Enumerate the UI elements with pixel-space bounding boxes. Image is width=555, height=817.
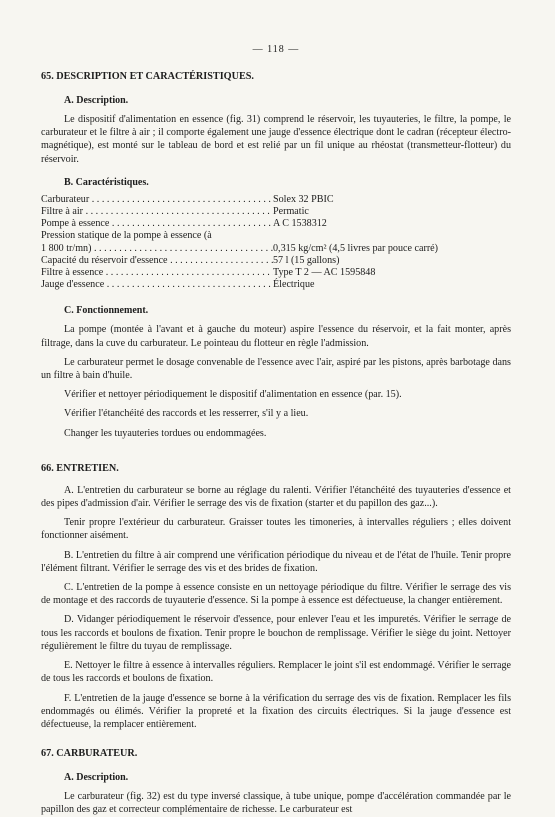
paragraph: F. L'entretien de la jauge d'essence se borne à la vérification du serrage des vis de fixation. Remplacer les fils endommagés ou élimés. Vérifier la propreté et la fixation des circuits électriques. Si la jauge d'essence est défectueuse, la remplacer entièrement. — [41, 692, 511, 730]
spec-row — [41, 255, 511, 267]
spec-value: Électrique — [273, 279, 315, 291]
page-number: — 118 — — [252, 44, 300, 55]
section-66-title: 66. ENTRETIEN. — [41, 462, 119, 474]
spec-label: Carburateur . . . — [41, 194, 273, 206]
paragraph: A. L'entretien du carburateur se borne au réglage du ralenti. Vérifier l'étanchéité des tuyauteries d'essence et des pipes d'admission d'air. Vérifier le serrage des vis de fixation (starter et du papillon des gaz...). — [41, 484, 511, 510]
paragraph: C. L'entretien de la pompe à essence consiste en un nettoyage périodique du filtre. Vérifier le serrage des vis de montage et des raccords de tuyauterie d'essence. Si la pompe à essence est défectueuse, la changer entièrement. — [41, 582, 511, 607]
spec-label: Pression statique de la pompe à essence (à — [41, 230, 212, 242]
paragraph: Vérifier et nettoyer périodiquement le dispositif d'alimentation en essence (par. 15). — [64, 389, 402, 401]
spec-label: Pompe à essence . . . — [41, 218, 273, 230]
paragraph: B. L'entretien du filtre à air comprend une vérification périodique du niveau et de l'état de l'huile. Tenir propre l'élément filtrant. Vérifier le serrage des vis et des brides de fixation. — [41, 549, 511, 574]
paragraph: Le carburateur permet le dosage convenable de l'essence avec l'air, aspiré par les pistons, après barbotage dans un filtre à bain d'huile. — [41, 356, 511, 382]
paragraph: La pompe (montée à l'avant et à gauche du moteur) aspire l'essence du réservoir, et la fait monter, après filtrage, dans la cuve du carburateur. Le pointeau du flotteur en règle l'admission. — [41, 324, 511, 349]
spec-label: Capacité du réservoir d'essence . . . — [41, 255, 273, 267]
spec-row — [41, 206, 511, 218]
spec-value: Type T 2 — AC 1595848 — [273, 267, 376, 279]
spec-label: Filtre à essence . . . — [41, 267, 273, 279]
specifications-list — [41, 194, 511, 292]
paragraph: Le carburateur (fig. 32) est du type inversé classique, à tube unique, pompe d'accélération commandée par le papillon des gaz et correcteur complémentaire de richesse. Le carburateur est — [41, 791, 511, 816]
spec-value: Solex 32 PBIC — [273, 193, 334, 205]
spec-label: Jauge d'essence . . . — [41, 279, 273, 291]
spec-label: Filtre à air . . . — [41, 206, 273, 218]
spec-value — [273, 230, 511, 242]
paragraph: E. Nettoyer le filtre à essence à intervalles réguliers. Remplacer le joint s'il est endommagé. Vérifier le serrage de tous les raccords et boulons de fixation. — [41, 660, 511, 685]
spec-value: Permatic — [273, 206, 309, 218]
spec-row — [41, 218, 511, 230]
paragraph: D. Vidanger périodiquement le réservoir d'essence, pour enlever l'eau et les impuretés. Vérifier le serrage de tous les raccords et boulons de fixation. Tenir propre le bouchon de remplissage. Vérifier le siège du joint. Nettoyer régulièrement le filtre du tuyau de remplissage. — [41, 614, 511, 652]
paragraph: Tenir propre l'extérieur du carburateur. Graisser toutes les timoneries, à intervalles réguliers ; elles doivent fonctionner aisément. — [41, 517, 511, 542]
section-67-a-heading: A. Description. — [64, 772, 129, 784]
spec-row — [41, 243, 511, 255]
section-67-title: 67. CARBURATEUR. — [41, 748, 138, 760]
spec-row — [41, 194, 511, 206]
spec-value: A C 1538312 — [273, 218, 327, 230]
spec-row — [41, 267, 511, 279]
paragraph: Vérifier l'étanchéité des raccords et les resserrer, s'il y a lieu. — [64, 408, 309, 420]
section-65-title: 65. DESCRIPTION ET CARACTÉRISTIQUES. — [41, 71, 254, 82]
spec-row — [41, 279, 511, 291]
section-65-c-heading: C. Fonctionnement. — [64, 305, 149, 317]
paragraph: Changer les tuyauteries tordues ou endommagées. — [64, 427, 267, 439]
spec-value: 0,315 kg/cm² (4,5 livres par pouce carré) — [273, 242, 439, 254]
spec-value: 57 l (15 gallons) — [273, 254, 340, 266]
section-65-b-heading: B. Caractéristiques. — [64, 176, 149, 188]
spec-label: 1 800 tr/mn) . . . — [41, 243, 273, 255]
section-65-a-heading: A. Description. — [64, 95, 129, 106]
spec-row — [41, 230, 511, 242]
section-65-a-text: Le dispositif d'alimentation en essence (fig. 31) comprend le réservoir, les tuyauteries, le filtre, la pompe, le carburateur et le filtre à air ; il comporte également une jauge d'essence électrique dont le cadran (récepteur électro-magnétique), est monté sur le tableau de bord et est relié par un fil unique au rhéostat (transmetteur-flotteur) du réservoir. — [41, 114, 511, 165]
